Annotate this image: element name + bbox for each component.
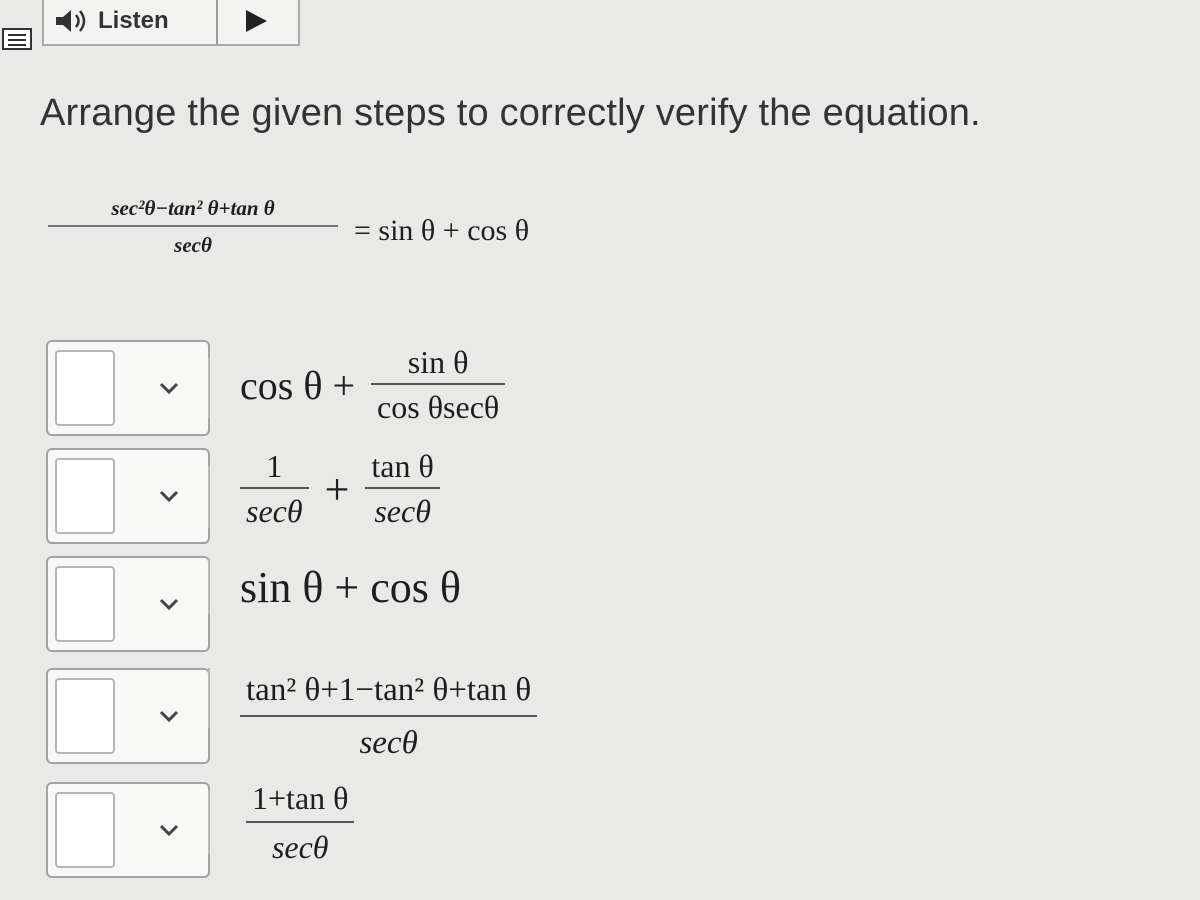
step-row-4 — [40, 668, 1140, 768]
step-4-expression — [240, 672, 537, 762]
step-5-numerator: 1+tan θ — [252, 780, 349, 816]
step-4-fraction — [240, 672, 537, 762]
step-2-fraction-b — [365, 448, 439, 530]
given-equation — [48, 196, 648, 286]
step-row-2 — [40, 448, 1140, 548]
listen-label: Listen — [98, 7, 169, 34]
step-1-numerator: sin θ — [407, 344, 469, 380]
step-3-order-box — [55, 566, 115, 642]
step-2-numerator-b: tan θ — [371, 448, 434, 484]
step-1-order-box — [55, 350, 115, 426]
given-rhs: = sin θ + cos θ — [354, 214, 530, 247]
toolbar-divider — [216, 0, 218, 44]
step-2-fraction-a — [240, 448, 309, 530]
fraction-bar — [240, 715, 537, 717]
step-3-dropdown[interactable] — [46, 556, 210, 652]
step-row-5 — [40, 780, 1140, 880]
step-row-3 — [40, 556, 1140, 656]
step-row-1 — [40, 338, 1140, 438]
row-divider — [208, 358, 210, 418]
step-2-dropdown[interactable] — [46, 448, 210, 544]
step-2-numerator-a: 1 — [266, 448, 283, 484]
chevron-down-icon — [158, 488, 180, 504]
step-2-order-box — [55, 458, 115, 534]
listen-toolbar — [42, 0, 300, 46]
step-5-denominator: secθ — [271, 829, 329, 865]
step-2-denominator-b: secθ — [374, 493, 431, 529]
step-1-lead: cos θ + — [240, 362, 356, 408]
step-2-denominator-a: secθ — [246, 493, 303, 529]
chevron-down-icon — [158, 822, 180, 838]
chevron-down-icon — [158, 380, 180, 396]
step-5-order-box — [55, 792, 115, 868]
step-2-operator: + — [324, 464, 350, 514]
step-5-fraction — [246, 780, 354, 866]
fraction-bar — [246, 821, 354, 823]
play-button[interactable] — [236, 6, 276, 36]
given-lhs-numerator: sec²θ−tan² θ+tan θ — [111, 196, 275, 220]
step-2-expression — [240, 448, 440, 530]
step-3-expression: sin θ + cos θ — [240, 563, 461, 612]
row-divider — [208, 668, 210, 728]
step-4-denominator: secθ — [359, 725, 418, 761]
row-divider — [208, 466, 210, 528]
step-1-expression — [240, 344, 505, 426]
row-divider — [208, 790, 210, 854]
chevron-down-icon — [158, 596, 180, 612]
step-5-dropdown[interactable] — [46, 782, 210, 878]
listen-button[interactable] — [54, 2, 169, 40]
step-5-expression — [246, 780, 354, 866]
step-1-denominator: cos θsecθ — [377, 389, 500, 425]
step-1-fraction — [371, 344, 505, 426]
chevron-down-icon — [158, 708, 180, 724]
speaker-icon — [54, 7, 90, 35]
given-lhs-fraction — [48, 196, 338, 258]
given-lhs-denominator: secθ — [174, 233, 212, 257]
step-1-dropdown[interactable] — [46, 340, 210, 436]
step-4-order-box — [55, 678, 115, 754]
row-divider — [208, 558, 210, 614]
step-4-numerator: tan² θ+1−tan² θ+tan θ — [246, 672, 532, 708]
instruction-text: Arrange the given steps to correctly verify the equation. — [40, 92, 981, 134]
menu-icon[interactable] — [2, 28, 32, 50]
play-icon — [243, 8, 269, 34]
step-4-dropdown[interactable] — [46, 668, 210, 764]
